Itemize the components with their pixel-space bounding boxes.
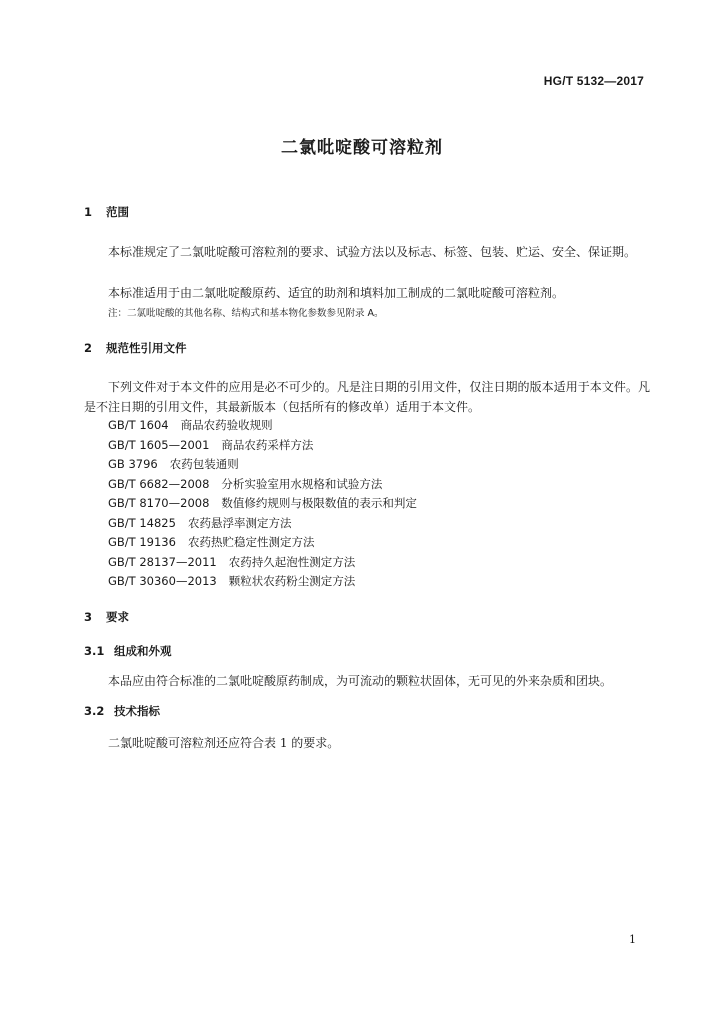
reference-code: GB/T 28137—2011 <box>108 554 217 569</box>
reference-item <box>108 572 417 592</box>
section-2-heading <box>84 340 187 356</box>
reference-name: 数值修约规则与极限数值的表示和判定 <box>221 496 417 510</box>
reference-code: GB/T 1604 <box>108 418 169 432</box>
reference-code: GB 3796 <box>108 457 158 471</box>
reference-name: 农药热贮稳定性测定方法 <box>187 535 315 549</box>
paragraph-text: 下列文件对于本文件的应用是必不可少的。凡是注日期的引用文件，仅注日期的版本适用于本文件。凡是不注日期的引用文件，其最新版本（包括所有的修改单）适用于本文件。 <box>84 380 650 414</box>
reference-code: GB/T 8170—2008 <box>108 496 210 510</box>
reference-name: 农药持久起泡性测定方法 <box>228 554 356 569</box>
reference-code: GB/T 30360—2013 <box>108 574 217 588</box>
reference-name: 分析实验室用水规格和试验方法 <box>221 476 383 491</box>
page-number: 1 <box>629 933 636 946</box>
section-3-2-paragraph <box>84 733 650 753</box>
reference-item <box>108 475 417 495</box>
reference-item <box>108 533 417 553</box>
section-number: 1 <box>84 205 93 219</box>
paragraph-text: 本标准规定了二氯吡啶酸可溶粒剂的要求、试验方法以及标志、标签、包装、贮运、安全、保证期。 <box>108 245 637 259</box>
reference-name: 农药包装通则 <box>169 457 239 471</box>
reference-code: GB/T 1605—2001 <box>108 437 210 452</box>
section-title: 组成和外观 <box>114 644 172 658</box>
reference-item <box>108 553 417 573</box>
document-title: 二氯吡啶酸可溶粒剂 <box>281 138 443 158</box>
reference-name: 颗粒状农药粉尘测定方法 <box>228 574 356 588</box>
section-1-paragraph-1 <box>84 242 650 262</box>
section-title: 规范性引用文件 <box>106 341 187 355</box>
paragraph-text: 二氯吡啶酸可溶粒剂还应符合表 1 的要求。 <box>108 736 340 750</box>
paragraph-text: 本标准适用于由二氯吡啶酸原药、适宜的助剂和填料加工制成的二氯吡啶酸可溶粒剂。 <box>108 286 565 300</box>
section-number: 3 <box>84 610 93 624</box>
section-3-1-heading <box>84 643 172 659</box>
section-number: 3.2 <box>84 704 105 718</box>
section-title: 范围 <box>106 205 129 219</box>
section-2-paragraph <box>84 377 650 417</box>
standard-code: HG/T 5132—2017 <box>543 74 644 88</box>
reference-name: 商品农药采样方法 <box>221 437 314 452</box>
reference-item <box>108 416 417 436</box>
normative-references-list <box>108 416 417 592</box>
section-3-heading <box>84 609 129 625</box>
reference-code: GB/T 14825 <box>108 515 176 530</box>
section-number: 3.1 <box>84 644 105 658</box>
reference-code: GB/T 6682—2008 <box>108 476 210 491</box>
reference-item <box>108 455 417 475</box>
section-1-heading <box>84 204 129 220</box>
reference-item <box>108 494 417 514</box>
reference-name: 农药悬浮率测定方法 <box>187 515 292 530</box>
section-title: 要求 <box>106 610 129 624</box>
section-3-2-heading <box>84 703 160 719</box>
reference-item <box>108 436 417 456</box>
section-1-paragraph-2 <box>84 283 650 303</box>
paragraph-text: 本品应由符合标准的二氯吡啶酸原药制成，为可流动的颗粒状固体，无可见的外来杂质和团块。 <box>108 674 613 688</box>
section-1-note: 注：二氯吡啶酸的其他名称、结构式和基本物化参数参见附录 A。 <box>108 308 384 319</box>
reference-name: 商品农药验收规则 <box>180 418 273 432</box>
section-number: 2 <box>84 341 93 355</box>
section-title: 技术指标 <box>114 704 160 718</box>
reference-code: GB/T 19136 <box>108 535 176 549</box>
reference-item <box>108 514 417 534</box>
section-3-1-paragraph <box>84 671 650 691</box>
